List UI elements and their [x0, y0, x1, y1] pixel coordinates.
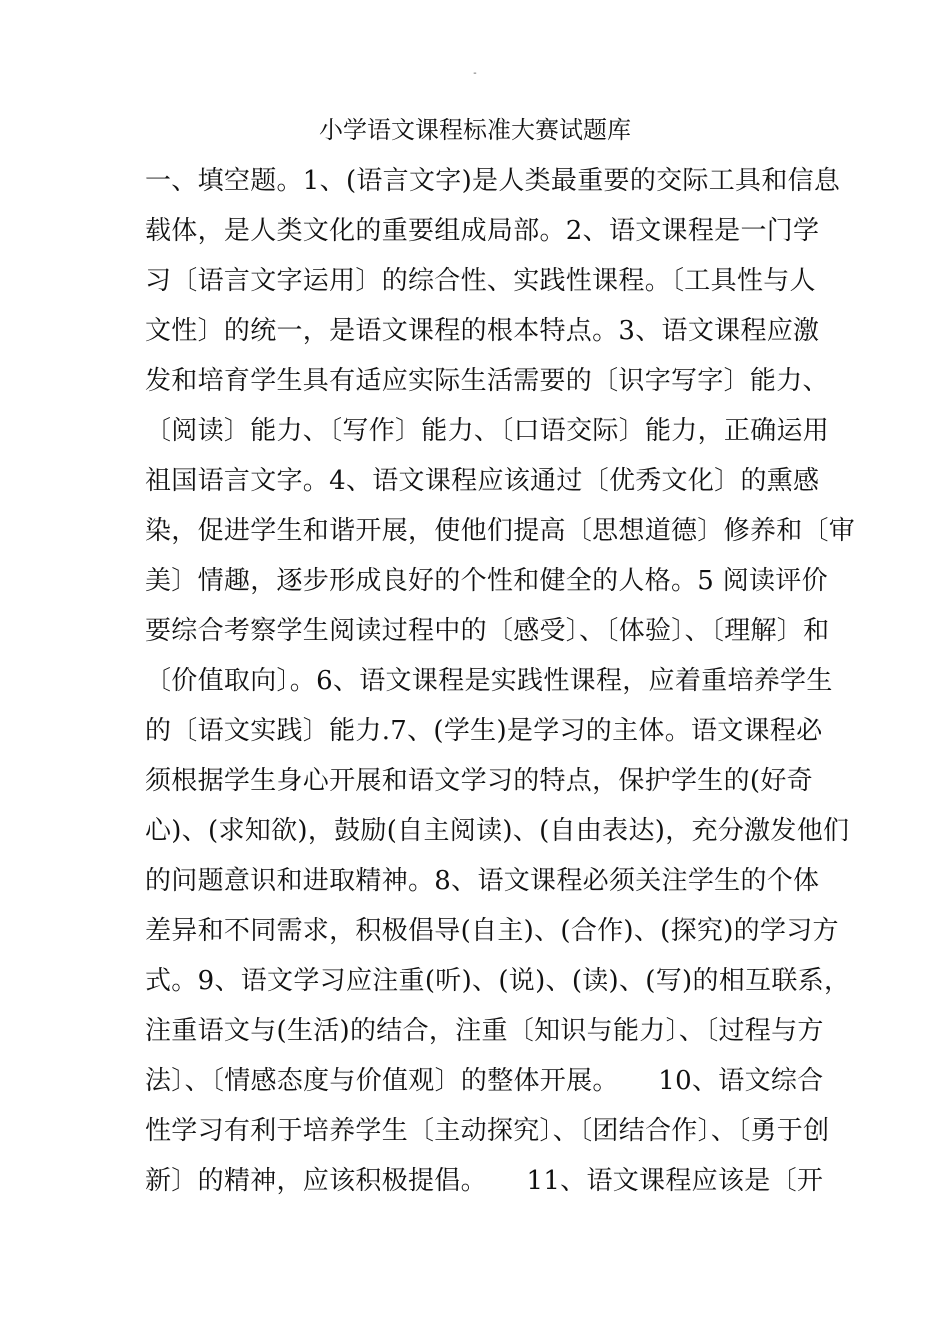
body-line: 差异和不同需求，积极倡导(自主)、(合作)、(探究)的学习方: [145, 916, 839, 946]
document-title: 小学语文课程标准大赛试题库: [319, 116, 631, 144]
body-line: 一、填空题。1、(语言文字)是人类最重要的交际工具和信息: [145, 166, 841, 196]
body-line: 要综合考察学生阅读过程中的〔感受〕、〔体验〕、〔理解〕和: [145, 616, 830, 646]
body-line: 心)、(求知欲)，鼓励(自主阅读)、(自由表达)，充分激发他们: [145, 816, 850, 846]
body-line: 性学习有利于培养学生〔主动探究〕、〔团结合作〕、〔勇于创: [145, 1116, 830, 1146]
body-line: 文性〕的统一，是语文课程的根本特点。3、语文课程应激: [145, 316, 820, 346]
body-line: 载体，是人类文化的重要组成局部。2、语文课程是一门学: [145, 216, 820, 246]
body-line: 〔阅读〕能力、〔写作〕能力、〔口语交际〕能力，正确运用: [145, 416, 830, 446]
body-line: 美〕情趣，逐步形成良好的个性和健全的人格。5 阅读评价: [145, 566, 828, 596]
body-line: 染，促进学生和谐开展，使他们提高〔思想道德〕修养和〔审: [145, 516, 856, 546]
body-line: 的问题意识和进取精神。8、语文课程必须关注学生的个体: [145, 866, 820, 896]
body-line: 新〕的精神，应该积极提倡。 11、语文课程应该是〔开: [145, 1166, 824, 1196]
page-header-mark: -: [473, 68, 477, 79]
body-line: 〔价值取向〕。6、语文课程是实践性课程，应着重培养学生: [145, 666, 833, 696]
body-line: 式。9、语文学习应注重(听)、(说)、(读)、(写)的相互联系，: [145, 966, 851, 996]
body-line: 发和培育学生具有适应实际生活需要的〔识字写字〕能力、: [145, 366, 829, 396]
body-line: 须根据学生身心开展和语文学习的特点，保护学生的(好奇: [145, 766, 813, 796]
body-line: 法〕、〔情感态度与价值观〕的整体开展。 10、语文综合: [145, 1066, 824, 1096]
body-line: 习〔语言文字运用〕的综合性、实践性课程。〔工具性与人: [145, 266, 816, 296]
body-line: 祖国语言文字。4、语文课程应该通过〔优秀文化〕的熏感: [145, 466, 820, 496]
body-line: 的〔语文实践〕能力.7、(学生)是学习的主体。语文课程必: [145, 716, 823, 746]
document-body: [145, 156, 856, 1206]
body-line: 注重语文与(生活)的结合，注重〔知识与能力〕、〔过程与方: [145, 1016, 824, 1046]
